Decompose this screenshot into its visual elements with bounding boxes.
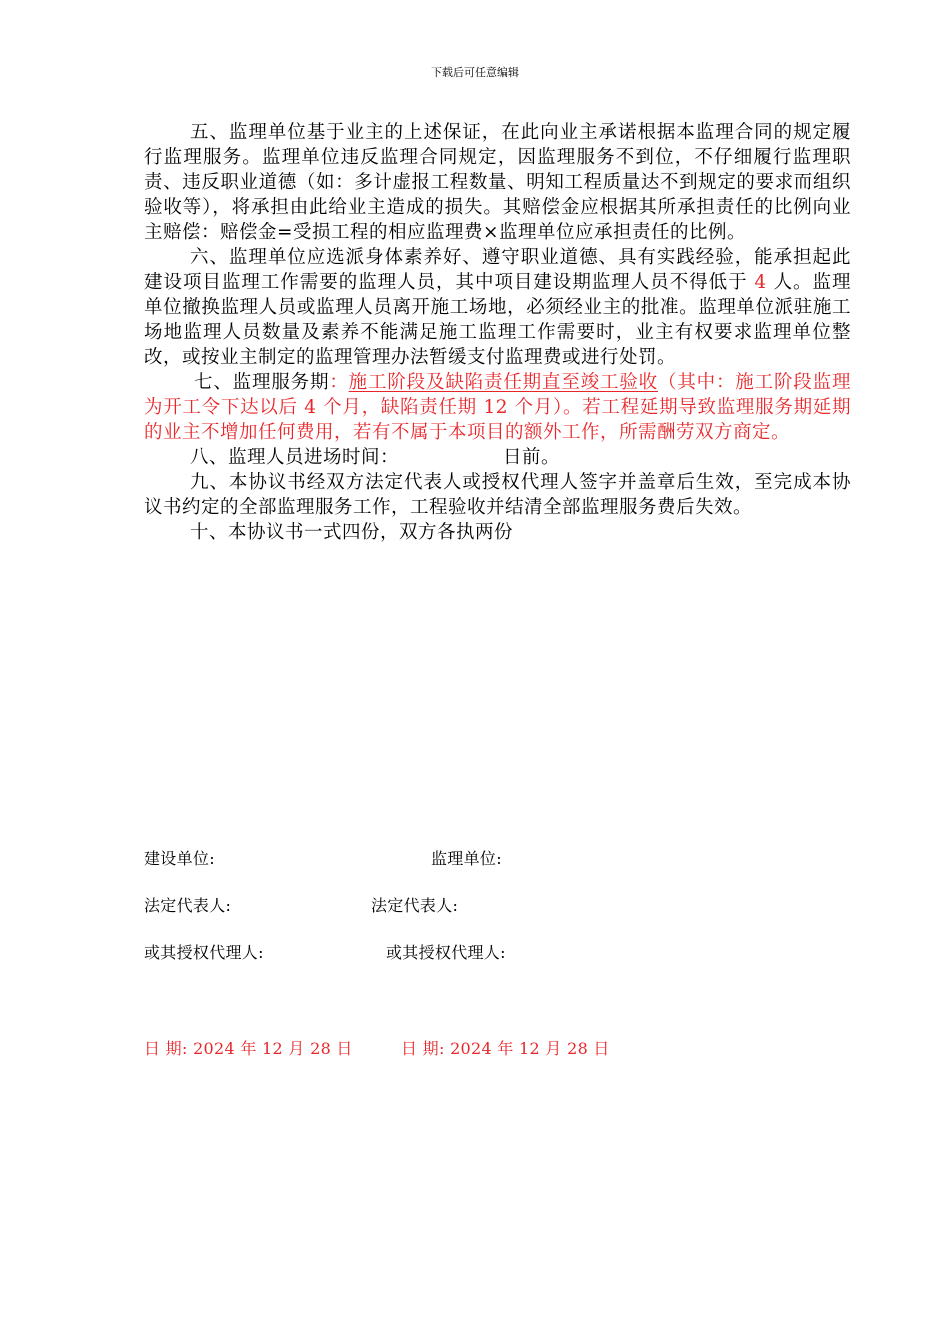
clause-6 (144, 245, 851, 370)
clause-9: 九、本协议书经双方法定代表人或授权代理人签字并盖章后生效，至完成本协议书约定的全部监理服务工作，工程验收并结清全部监理服务费后失效。 (144, 472, 851, 518)
clause-8-label: 八、监理人员进场时间： (190, 447, 400, 468)
clause-8 (144, 445, 851, 470)
clause-6-text-before: 六、监理单位应选派身体素养好、遵守职业道德、具有实践经验，能承担起此建设项目监理工作需要的监理人员，其中项目建设期监理人员不得低于 (144, 247, 851, 293)
owner-legal-rep-label: 法定代表人: (144, 896, 232, 915)
owner-sign-date: 日 期: 2024 年 12 月 28 日 (144, 1039, 353, 1058)
supervisor-sign-date: 日 期: 2024 年 12 月 28 日 (401, 1039, 610, 1058)
clause-7-colon: ： (329, 372, 349, 393)
page-header-note: 下载后可任意编辑 (431, 66, 519, 79)
service-period-detail: （其中：施工阶段监理为开工令下达以后 4 个月，缺陷责任期 12 个月）。若工程延期导致监理服务期延期的业主不增加任何费用，若有不属于本项目的额外工作，所需酬劳双方商定。 (144, 372, 851, 443)
owner-agent-label: 或其授权代理人: (144, 943, 264, 962)
clause-8-suffix: 日前。 (503, 447, 561, 468)
clause-5: 五、监理单位基于业主的上述保证，在此向业主承诺根据本监理合同的规定履行监理服务。监理单位违反监理合同规定，因监理服务不到位，不仔细履行监理职责、违反职业道德（如：多计虚报工程数量、明知工程质量达不到规定的要求而组织验收等），将承担由此给业主造成的损失。其赔偿金应根据其所承担责任的比例向业主赔偿：赔偿金=受损工程的相应监理费×监理单位应承担责任的比例。 (144, 122, 851, 243)
agreement-body (144, 120, 851, 545)
supervisor-legal-rep-label: 法定代表人: (371, 896, 459, 915)
clause-7-label: 七、监理服务期 (194, 372, 330, 393)
clause-6-text-after: 人。监理单位撤换监理人员或监理人员离开施工场地，必须经业主的批准。监理单位派驻施工场地监理人员数量及素养不能满足施工监理工作需要时，业主有权要求监理单位整改，或按业主制定的监理管理办法暂缓支付监理费或进行处罚。 (144, 272, 851, 368)
clause-10: 十、本协议书一式四份，双方各执两份 (190, 522, 514, 543)
owner-unit-label: 建设单位: (144, 849, 215, 868)
service-period: 施工阶段及缺陷责任期直至竣工验收 (348, 372, 658, 393)
staff-count: 4 (747, 272, 774, 293)
supervisor-agent-label: 或其授权代理人: (386, 943, 506, 962)
clause-7 (144, 370, 851, 445)
supervisor-unit-label: 监理单位: (431, 849, 502, 868)
